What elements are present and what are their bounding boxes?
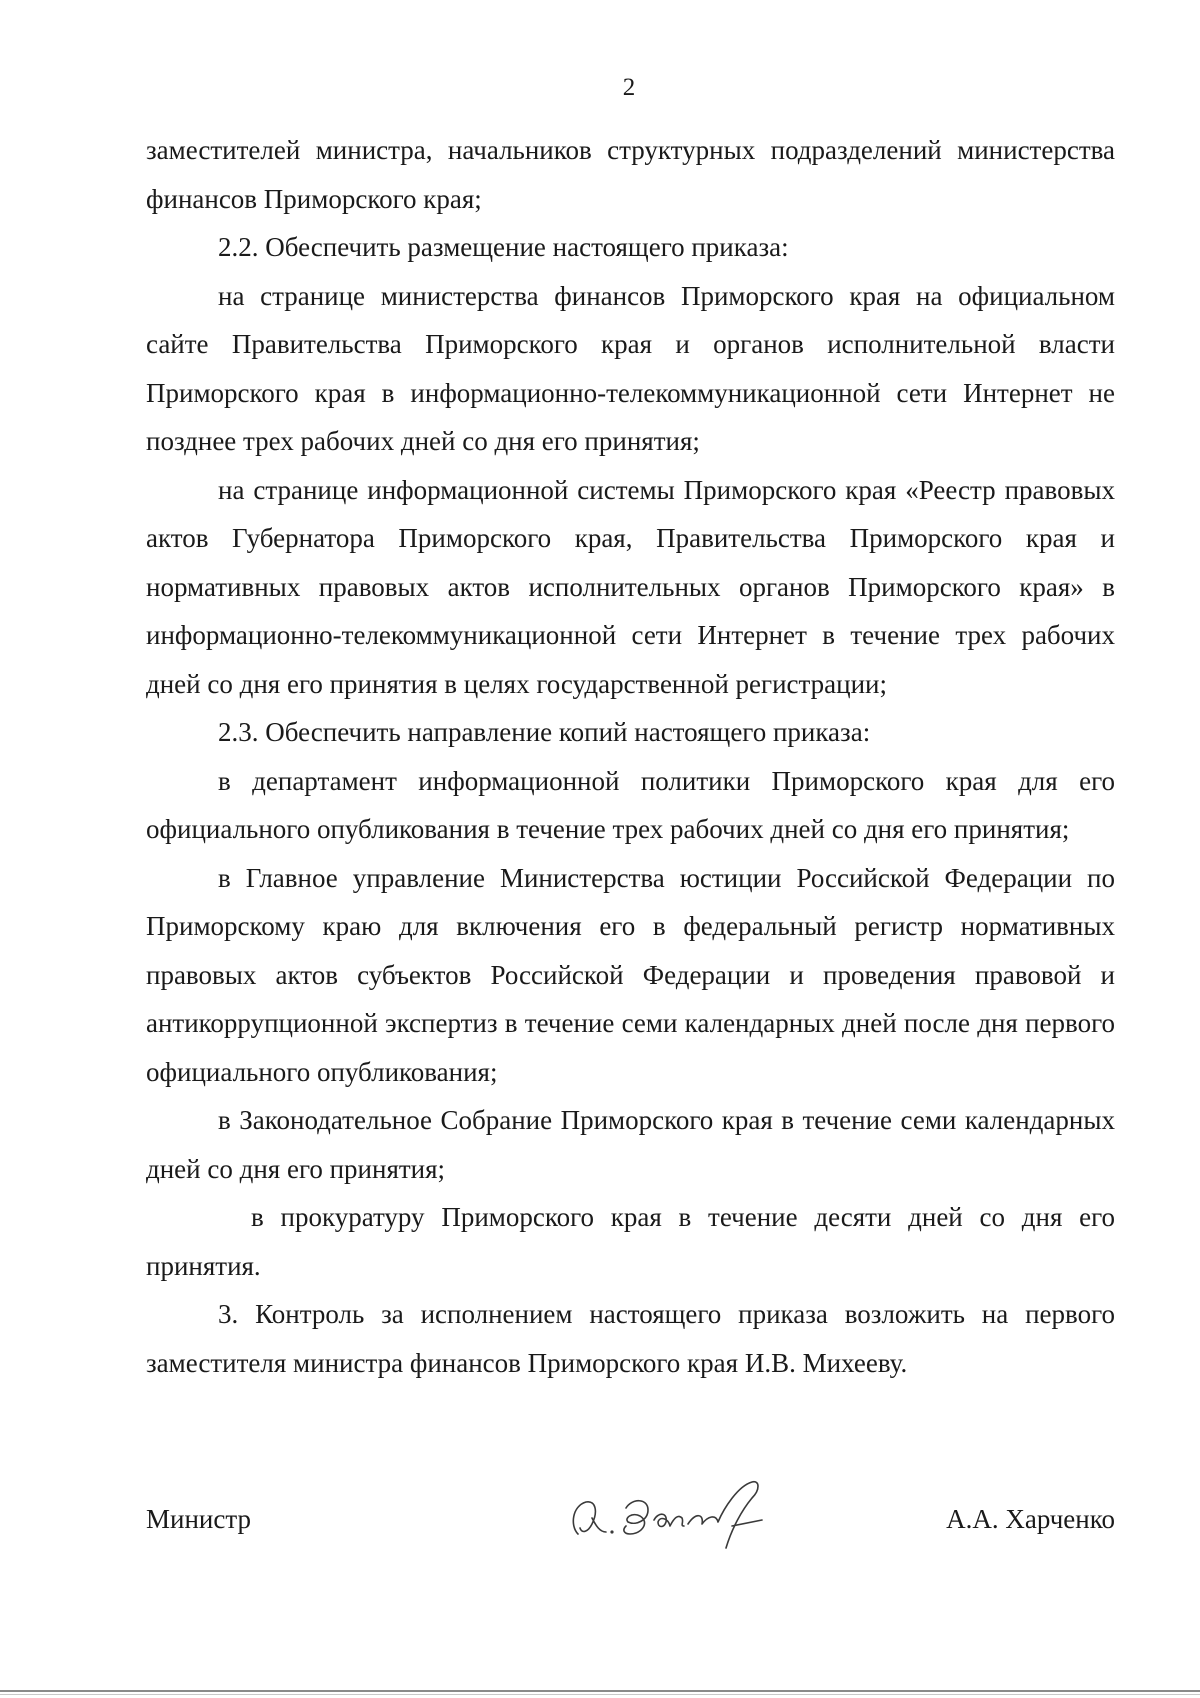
paragraph-2-3: 2.3. Обеспечить направление копий настоящего приказа: [218,717,871,747]
scan-edge-line-secondary [0,1694,1200,1695]
paragraph-registry-page: на странице информационной системы Приморского края «Реестр правовых актов Губернатора Приморского края, Правительства Приморского края и нормативных правовых актов исполнительных органов Приморского края» в информационно-телекоммуникационной сети Интернет в течение трех рабочих дней со дня его принятия в целях государственной регистрации; [146,474,1115,699]
paragraph-info-policy: в департамент информационной политики Приморского края для его официального опубликования в течение трех рабочих дней со дня его принятия; [146,765,1115,844]
handwritten-signature [556,1468,786,1558]
paragraph-legislative-assembly: в Законодательное Собрание Приморского края в течение семи календарных дней со дня его принятия; [146,1105,1115,1184]
document-body [146,126,1115,1387]
paragraph-justice-ministry: в Главное управление Министерства юстиции Российской Федерации по Приморскому краю для включения его в федеральный регистр нормативных правовых актов субъектов Российской Федерации и проведения правовой и антикоррупционной экспертиз в течение семи календарных дней после дня первого официального опубликования; [146,862,1115,1087]
paragraph-continuation: заместителей министра, начальников структурных подразделений министерства финансов Приморского края; [146,135,1115,214]
paragraph-2-2: 2.2. Обеспечить размещение настоящего приказа: [218,232,789,262]
signatory-title: Министр [146,1504,251,1534]
signature-block [146,1492,1115,1562]
scan-edge-line [0,1690,1200,1692]
paragraph-ministry-page: на странице министерства финансов Приморского края на официальном сайте Правительства Приморского края и органов исполнительной власти Приморского края в информационно-телекоммуникационной сети Интернет не позднее трех рабочих дней со дня его принятия; [146,280,1115,456]
paragraph-prosecutor: в прокуратуру Приморского края в течение десяти дней со дня его принятия. [146,1202,1115,1281]
paragraph-3-control: 3. Контроль за исполнением настоящего приказа возложить на первого заместителя министра финансов Приморского края И.В. Михееву. [146,1299,1115,1378]
signatory-name: А.А. Харченко [946,1504,1115,1534]
page-number: 2 [622,74,636,101]
